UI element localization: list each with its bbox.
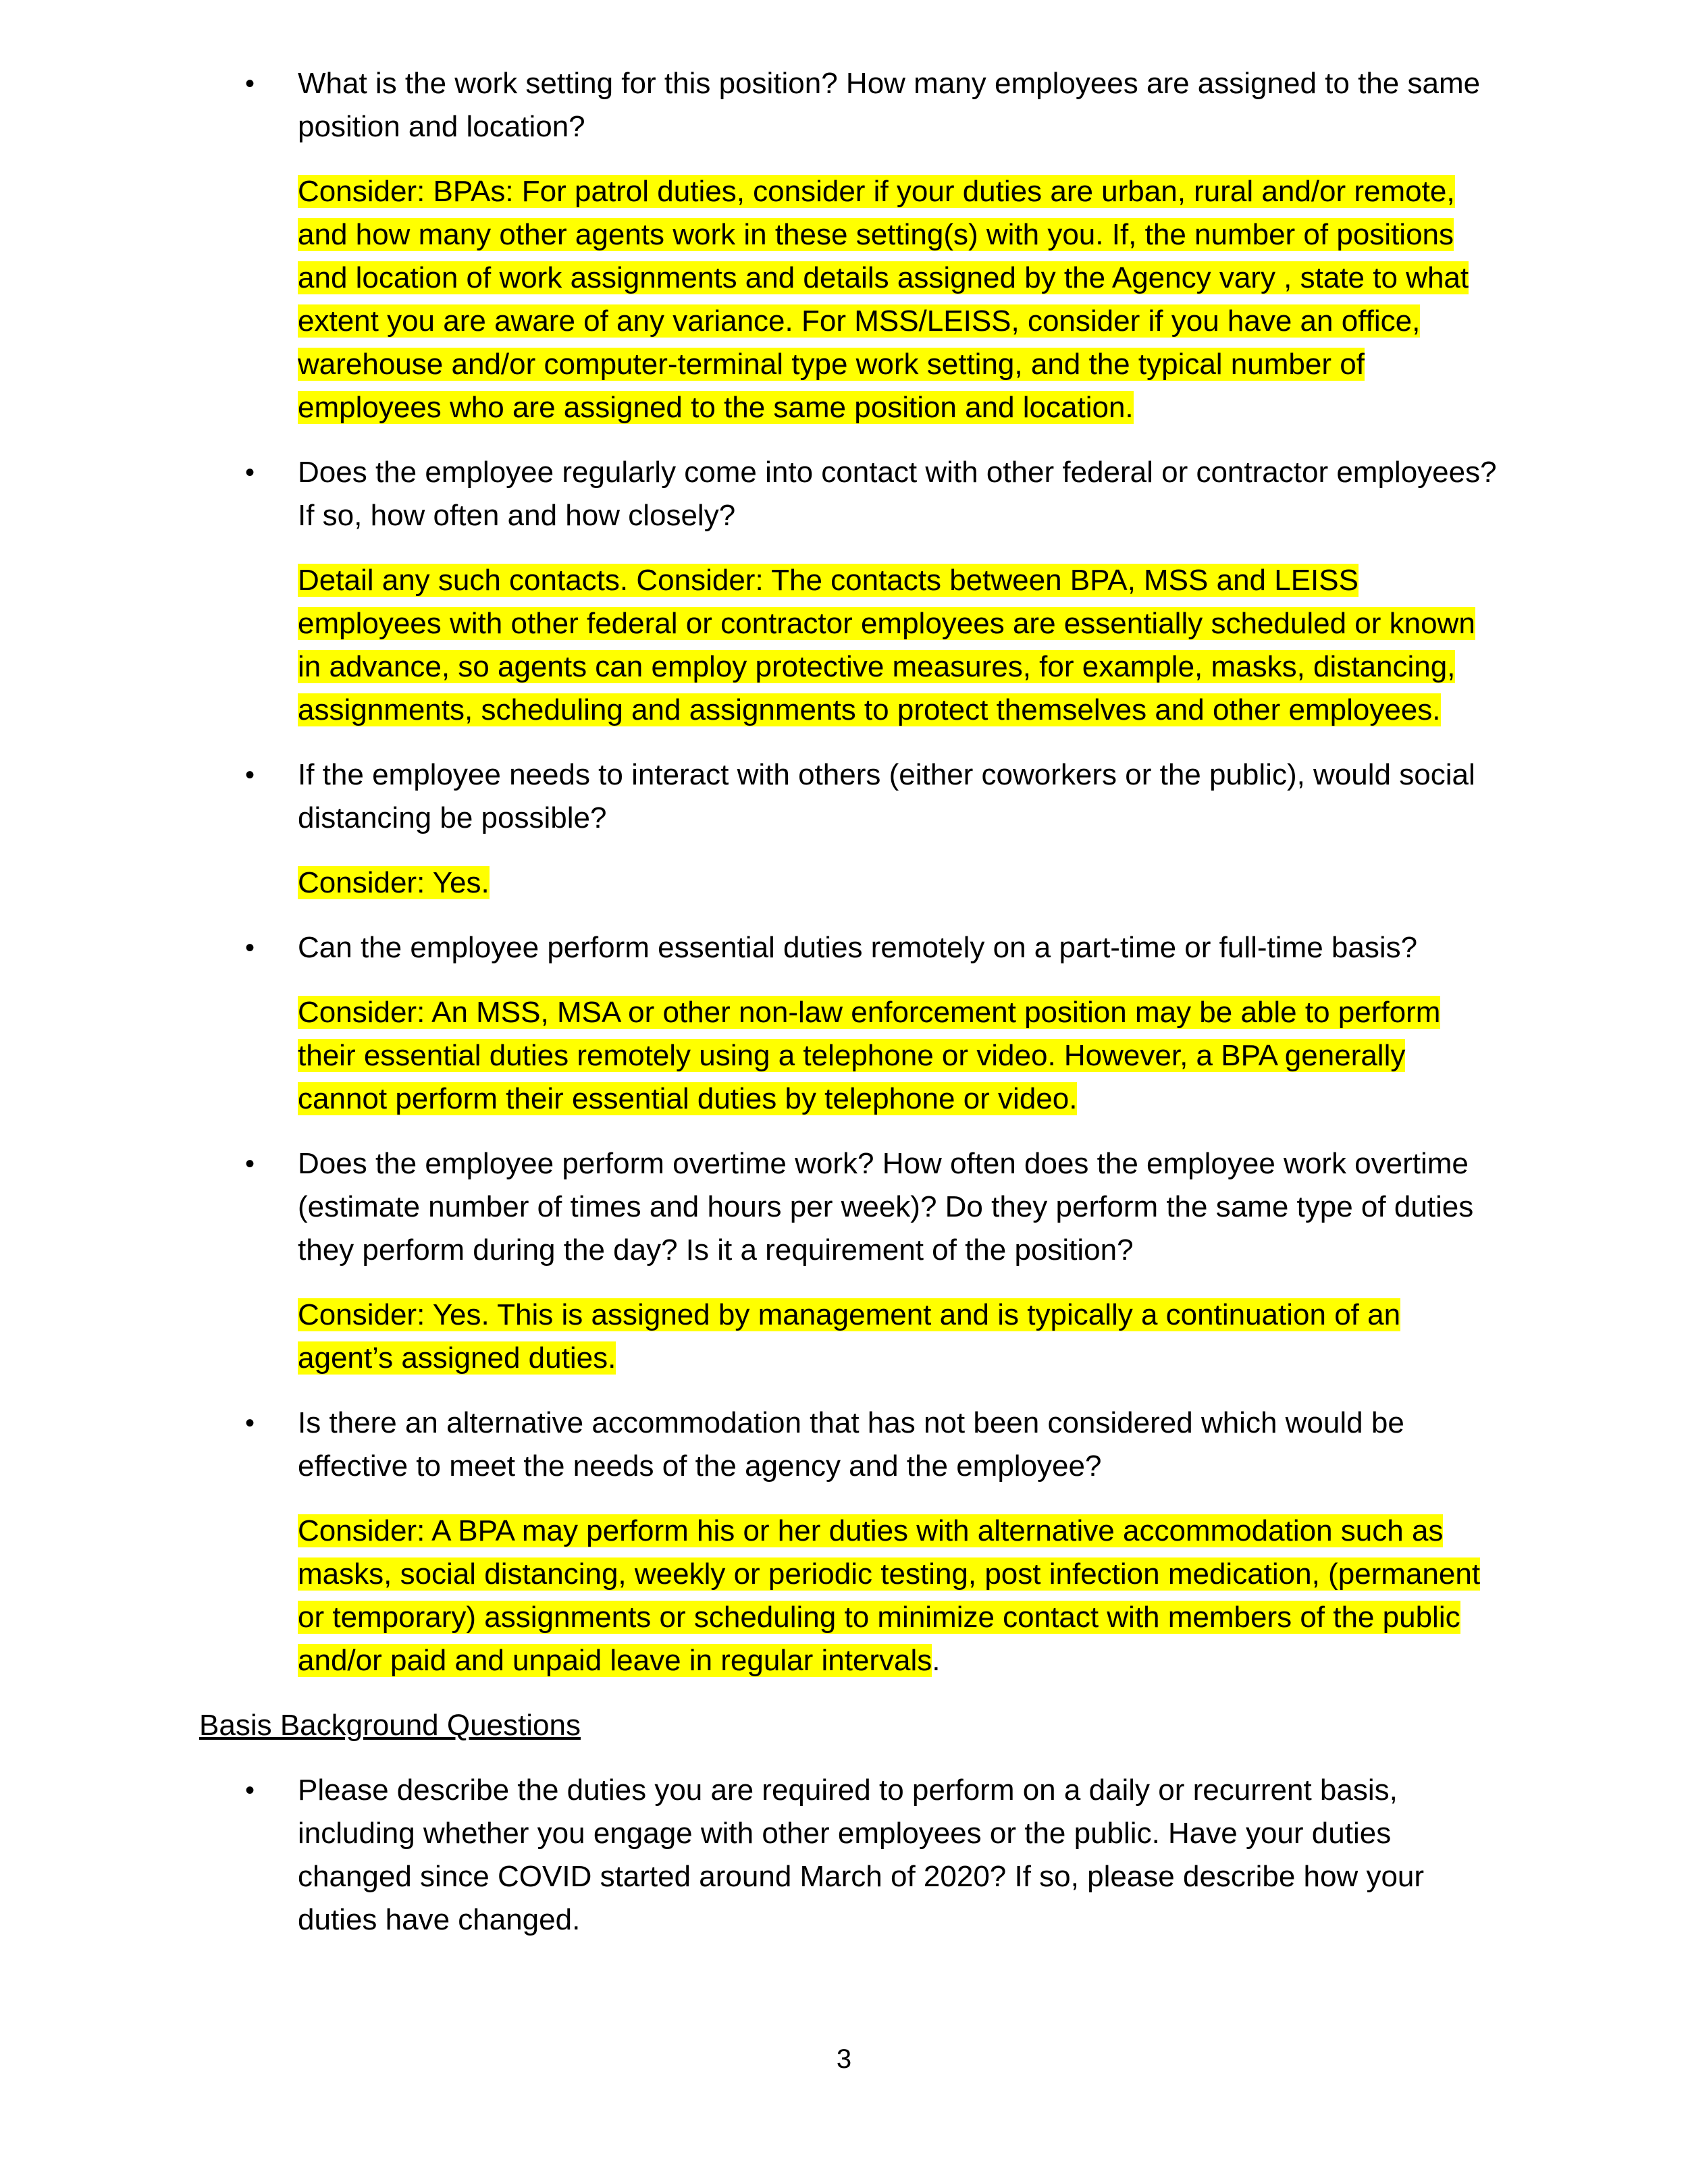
highlighted-note-text: Consider: Yes. This is assigned by management and is typically a continuation of an agent’s assigned duties. [298, 1298, 1401, 1375]
bullet: • [245, 69, 255, 99]
consider-note-social-distancing [298, 861, 1502, 905]
question-overtime [199, 1142, 1502, 1272]
consider-note-alternative-accommodation [298, 1510, 1502, 1682]
consider-note-work-setting [298, 170, 1502, 429]
bullet: • [245, 760, 255, 790]
highlighted-note-text: Consider: A BPA may perform his or her duties with alternative accommodation such as masks, social distancing, weekly or periodic testing, post infection medication, (permanent or temporary) assignments or scheduling to minimize contact with members of the public and/or paid and unpaid leave in regular intervals [298, 1514, 1481, 1677]
highlighted-note-text: Consider: Yes. [298, 866, 490, 899]
question-remote-work [199, 926, 1502, 969]
highlighted-note-text: Consider: An MSS, MSA or other non-law enforcement position may be able to perform their essential duties remotely using a telephone or video. However, a BPA generally cannot perform their essential duties by telephone or video. [298, 996, 1441, 1115]
question-alternative-accommodation [199, 1402, 1502, 1488]
consider-note-contact-employees [298, 559, 1502, 732]
bullet: • [245, 1776, 255, 1805]
highlighted-note-text: Consider: BPAs: For patrol duties, consider if your duties are urban, rural and/or remote, and how many other agents work in these setting(s) with you. If, the number of positions and location of work assignments and details assigned by the Agency vary , state to what extent you are aware of any variance. For MSS/LEISS, consider if you have an office, warehouse and/or computer-terminal type work setting, and the typical number of employees who are assigned to the same position and location. [298, 175, 1469, 424]
question-text: Does the employee perform overtime work? How often does the employee work overtime (estimate number of times and hours per week)? Do they perform the same type of duties they perform during the day? Is it a requirement of the position? [298, 1147, 1474, 1267]
question-text: Please describe the duties you are required to perform on a daily or recurrent basis, including whether you engage with other employees or the public. Have your duties changed since COVID started around March of 2020? If so, please describe how your duties have changed. [298, 1774, 1425, 1936]
question-text: Does the employee regularly come into contact with other federal or contractor employees? If so, how often and how closely? [298, 456, 1497, 532]
bullet: • [245, 933, 255, 963]
question-text: If the employee needs to interact with others (either coworkers or the public), would social distancing be possible? [298, 758, 1475, 834]
bullet: • [245, 1408, 255, 1438]
section-heading: Basis Background Questions [199, 1709, 581, 1742]
consider-note-remote-work [298, 991, 1502, 1121]
question-text: Can the employee perform essential duties remotely on a part-time or full-time basis? [298, 931, 1418, 964]
question-social-distancing [199, 753, 1502, 840]
note-suffix: . [932, 1644, 941, 1677]
question-text: What is the work setting for this position? How many employees are assigned to the same position and location? [298, 67, 1481, 143]
question-text: Is there an alternative accommodation that has not been considered which would be effective to meet the needs of the agency and the employee? [298, 1406, 1404, 1483]
question-work-setting [199, 62, 1502, 149]
highlighted-note-text: Detail any such contacts. Consider: The contacts between BPA, MSS and LEISS employees with other federal or contractor employees are essentially scheduled or known in advance, so agents can employ protective measures, for example, masks, distancing, assignments, scheduling and assignments to protect themselves and other employees. [298, 564, 1475, 726]
consider-note-overtime [298, 1294, 1502, 1380]
page-content [199, 62, 1502, 1963]
bullet: • [245, 458, 255, 487]
question-contact-employees [199, 451, 1502, 537]
bullet: • [245, 1149, 255, 1179]
question-describe-duties [199, 1769, 1502, 1942]
page-number: 3 [836, 2044, 852, 2074]
